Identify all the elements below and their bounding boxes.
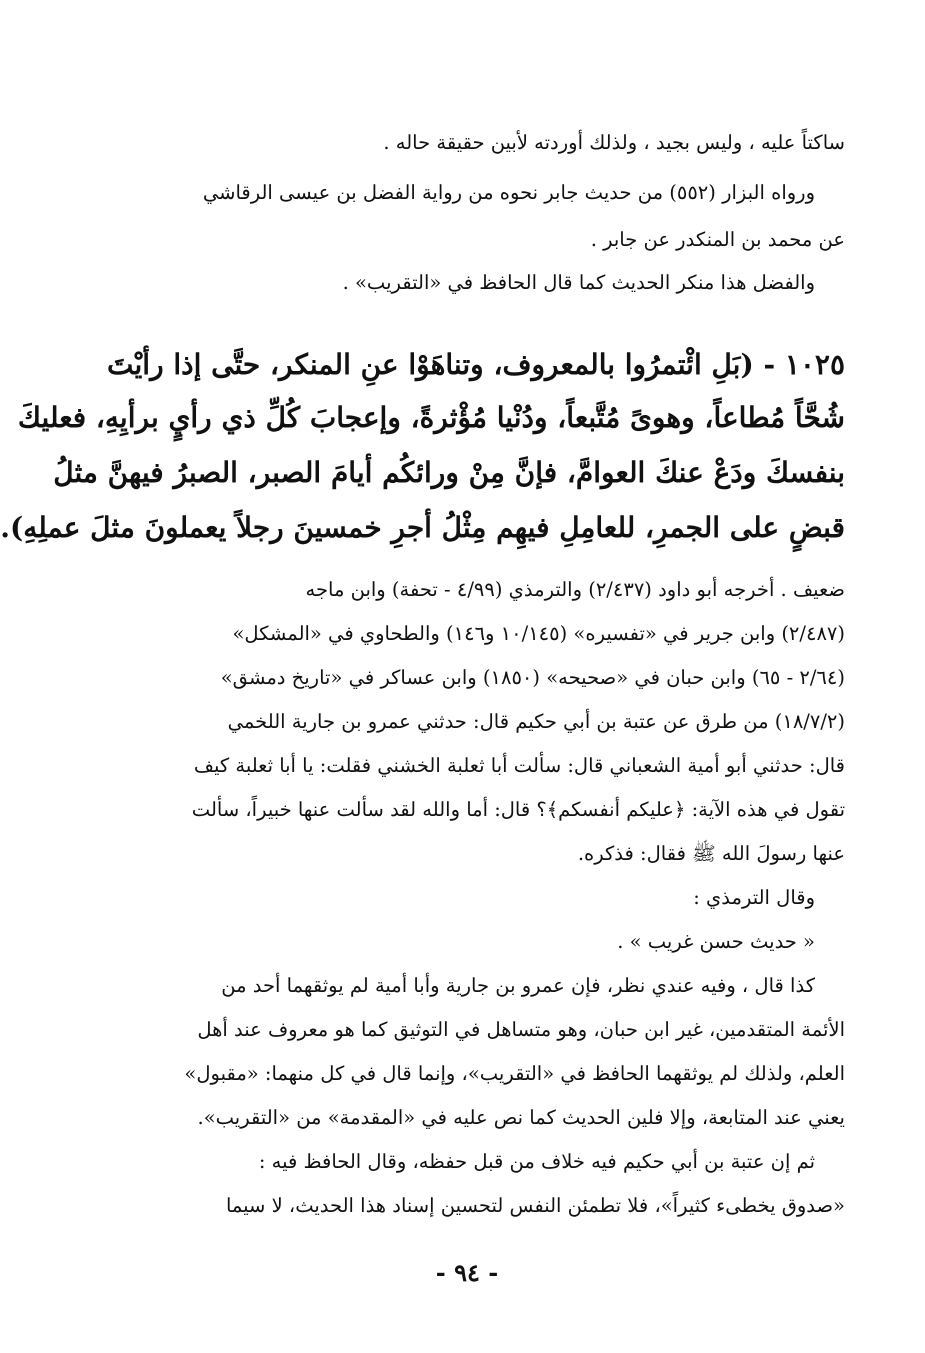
hadith-line: قبضٍ على الجمرِ، للعامِلِ فيهِم مِثْلُ أجرِ خمسينَ رجلاً يعملونَ مثلَ عملِهِ). (0, 511, 845, 544)
takhrij-line: الأئمة المتقدمين، غير ابن حبان، وهو متساهل في التوثيق كما هو معروف عند أهل (197, 1018, 845, 1041)
takhrij-line: «صدوق يخطىء كثيراً»، فلا تطمئن النفس لتحسين إسناد هذا الحديث، لا سيما (225, 1194, 845, 1217)
takhrij-line: عنها رسولَ الله ﷺ فقال: فذكره. (577, 842, 845, 865)
takhrij-line: كذا قال ، وفيه عندي نظر، فإن عمرو بن جارية وأبا أمية لم يوثقهما أحد من (221, 974, 815, 997)
intro-line: ساكتاً عليه ، وليس بجيد ، ولذلك أوردته لأبين حقيقة حاله . (383, 131, 845, 154)
takhrij-line: قال: حدثني أبو أمية الشعباني قال: سألت أبا ثعلبة الخشني فقلت: يا أبا ثعلبة كيف (193, 754, 845, 777)
takhrij-line: (٢/٦٤ - ٦٥) وابن حبان في «صحيحه» (١٨٥٠) وابن عساكر في «تاريخ دمشق» (220, 666, 845, 689)
takhrij-line: « حديث حسن غريب » . (617, 930, 815, 953)
hadith-line: ١٠٢٥ - (بَلِ ائْتمرُوا بالمعروف، وتناهَوْا عنِ المنكر، حتَّى إذا رأيْتَ (107, 348, 845, 381)
intro-line: والفضل هذا منكر الحديث كما قال الحافظ في «التقريب» . (342, 271, 815, 294)
intro-line: ورواه البزار (٥٥٢) من حديث جابر نحوه من رواية الفضل بن عيسى الرقاشي (202, 181, 815, 204)
takhrij-line: وقال الترمذي : (693, 886, 815, 909)
page-number: - ٩٤ - (435, 1258, 499, 1287)
takhrij-line: العلم، ولذلك لم يوثقهما الحافظ في «التقريب»، وإنما قال في كل منهما: «مقبول» (184, 1062, 845, 1085)
hadith-line: شُحَّاً مُطاعاً، وهوىً مُتَّبعاً، ودُنْيا مُؤْثرةً، وإعجابَ كُلِّ ذي رأيٍ برأيِهِ، فعليكَ (17, 401, 845, 434)
takhrij-line: تقول في هذه الآية: ﴿عليكم أنفسكم﴾؟ قال: أما والله لقد سألت عنها خبيراً، سألت (191, 798, 845, 821)
takhrij-line: (١٨/٧/٢) من طرق عن عتبة بن أبي حكيم قال: حدثني عمرو بن جارية اللخمي (227, 710, 845, 733)
takhrij-line: ضعيف . أخرجه أبو داود (٢/٤٣٧) والترمذي (٤/٩٩ - تحفة) وابن ماجه (305, 578, 845, 601)
intro-line: عن محمد بن المنكدر عن جابر . (590, 228, 845, 251)
hadith-line: بنفسكَ ودَعْ عنكَ العوامَّ، فإنَّ مِنْ ورائكُم أيامَ الصبر، الصبرُ فيهنَّ مثلُ (53, 456, 845, 489)
takhrij-line: (٢/٤٨٧) وابن جرير في «تفسيره» (١٠/١٤٥ و١٤٦) والطحاوي في «المشكل» (232, 622, 845, 645)
takhrij-line: ثم إن عتبة بن أبي حكيم فيه خلاف من قبل حفظه، وقال الحافظ فيه : (258, 1150, 815, 1173)
takhrij-line: يعني عند المتابعة، وإلا فلين الحديث كما نص عليه في «المقدمة» من «التقريب». (197, 1106, 845, 1129)
